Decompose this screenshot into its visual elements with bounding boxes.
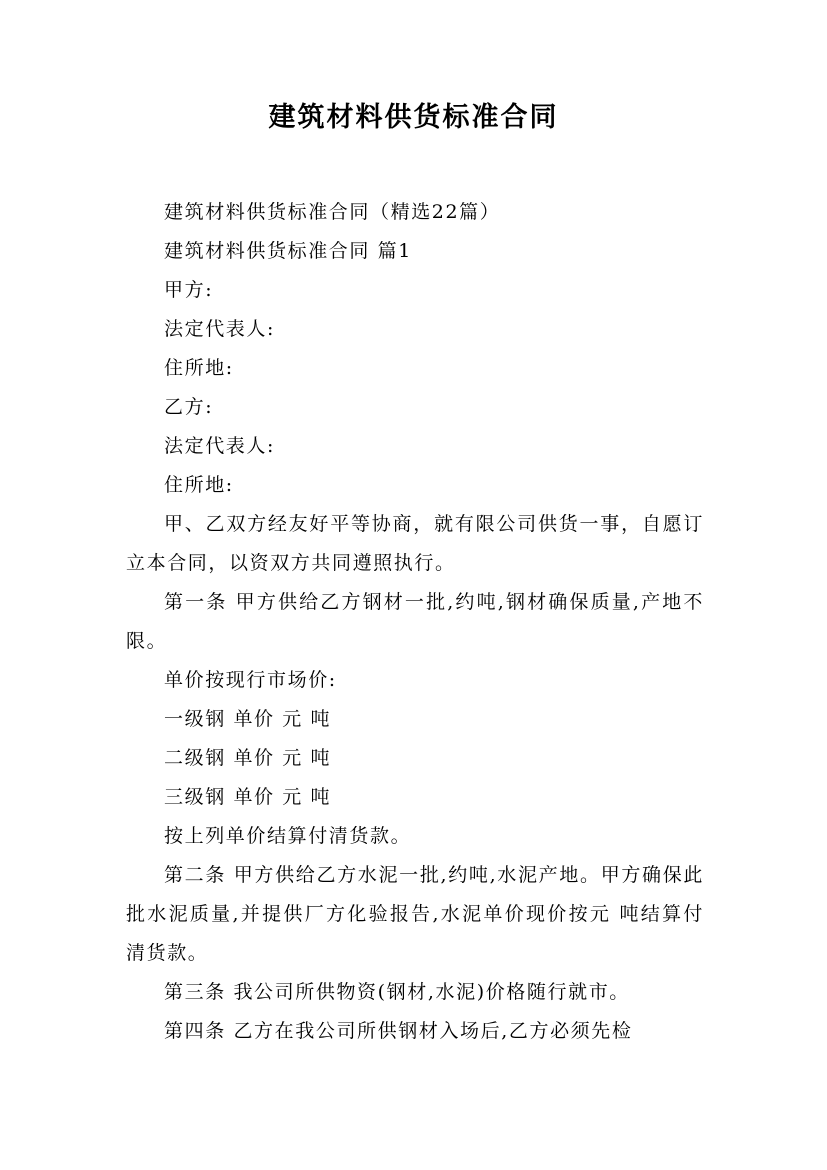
paragraph-preamble: 甲、乙双方经友好平等协商，就有限公司供货一事，自愿订立本合同，以资双方共同遵照执行。 <box>126 513 704 574</box>
document-body <box>126 193 704 1051</box>
paragraph-party-b-representative: 法定代表人: <box>164 435 276 457</box>
paragraph-article-1: 第一条 甲方供给乙方钢材一批,约吨,钢材确保质量,产地不限。 <box>126 591 704 652</box>
paragraph-unit-price: 单价按现行市场价: <box>164 669 337 691</box>
paragraph-grade-1-steel: 一级钢 单价 元 吨 <box>164 708 332 730</box>
paragraph-settlement: 按上列单价结算付清货款。 <box>164 825 412 847</box>
paragraph-article-4: 第四条 乙方在我公司所供钢材入场后,乙方必须先检 <box>164 1020 633 1042</box>
paragraph-party-b: 乙方: <box>164 396 214 418</box>
paragraph-subtitle: 建筑材料供货标准合同（精选22篇） <box>164 201 501 223</box>
paragraph-party-a: 甲方: <box>164 279 214 301</box>
paragraph-article-3: 第三条 我公司所供物资(钢材,水泥)价格随行就市。 <box>164 981 630 1003</box>
paragraph-party-a-representative: 法定代表人: <box>164 318 276 340</box>
paragraph-article-2: 第二条 甲方供给乙方水泥一批,约吨,水泥产地。甲方确保此批水泥质量,并提供厂方化验报告,水泥单价现价按元 吨结算付清货款。 <box>126 864 704 964</box>
paragraph-grade-2-steel: 二级钢 单价 元 吨 <box>164 747 332 769</box>
paragraph-party-b-address: 住所地: <box>164 474 234 496</box>
paragraph-grade-3-steel: 三级钢 单价 元 吨 <box>164 786 332 808</box>
document-title: 建筑材料供货标准合同 <box>268 102 559 133</box>
paragraph-section-heading: 建筑材料供货标准合同 篇1 <box>164 240 412 262</box>
paragraph-party-a-address: 住所地: <box>164 357 234 379</box>
